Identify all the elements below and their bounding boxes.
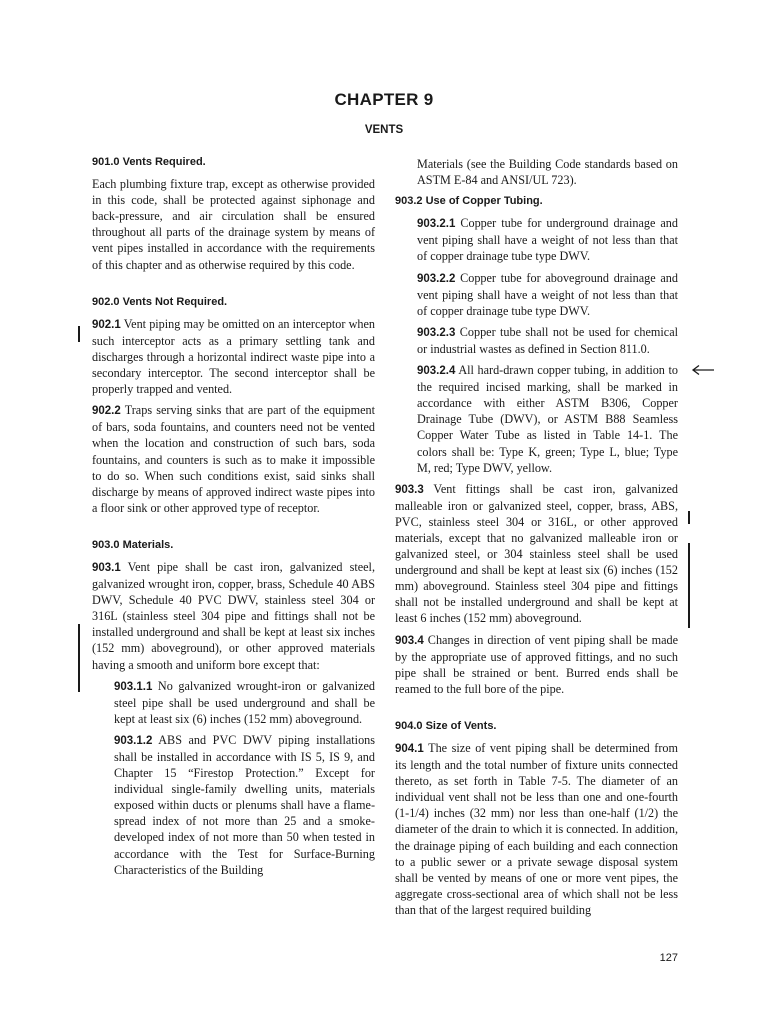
paragraph-text: Vent fittings shall be cast iron, galvanized malleable iron or galvanized steel, copper, brass, ABS, PVC, stainless steel 304 or 316L, or other approved materials, except that no galvanized malleable iron or galvanized steel, or 304 stainless steel shall be used underground and shall be kept at least six (6) inches (152 mm) aboveground. Stainless steel 304 pipe and fittings shall not be installed underground and shall be kept at least 6 inches (152 mm) aboveground.	[395, 481, 678, 626]
change-bar-903-3-b	[688, 543, 690, 628]
section-gap	[92, 521, 375, 537]
paragraph-902-1	[92, 316, 375, 397]
paragraph-text: Changes in direction of vent piping shall be made by the appropriate use of approved fittings, and no such pipe shall be strained or bent. Burred ends shall be reamed to the full bore of the pipe.	[395, 632, 678, 696]
section-number: 902.1	[92, 318, 121, 331]
paragraph-text: Vent pipe shall be cast iron, galvanized steel, galvanized wrought iron, copper, brass, Schedule 40 ABS DWV, Schedule 40 PVC DWV, stainless steel 304 or 316L (stainless steel 304 pipe and fittings shall not be installed underground and shall be kept at least six inches (152 mm) aboveground), or other approved materials having a smooth and uniform bore except that:	[92, 559, 375, 672]
paragraph-903-2-3	[417, 324, 678, 357]
paragraph-903-1	[92, 559, 375, 673]
paragraph-903-3	[395, 481, 678, 627]
section-gap	[92, 278, 375, 294]
left-column	[92, 154, 375, 883]
paragraph-continued: Materials (see the Building Code standards based on ASTM E-84 and ANSI/UL 723).	[417, 157, 678, 188]
revision-arrow-icon	[690, 364, 714, 376]
chapter-title: CHAPTER 9	[334, 90, 434, 109]
paragraph-903-1-2	[114, 732, 375, 878]
paragraph-text: ABS and PVC DWV piping installations shall be installed in accordance with IS 5, IS 9, and Chapter 15 “Firestop Protection.” Except for individual single-family dwelling units, materials exposed within ducts or plenums shall have a flame-spread index of not more than 25 and a smoke-developed index of not more than 50 when tested in accordance with the Test for Surface-Burning Characteristics of the Building	[114, 732, 375, 877]
paragraph-text: No galvanized wrought-iron or galvanized steel pipe shall be used underground and shall be kept at least six (6) inches (152 mm) aboveground.	[114, 678, 375, 726]
page-number: 127	[659, 952, 678, 964]
paragraph-902-2	[92, 402, 375, 516]
section-number: 903.1.1	[114, 680, 153, 693]
change-bar-903-1	[78, 624, 80, 692]
section-number: 902.2	[92, 405, 121, 418]
paragraph-text: Copper tube shall not be used for chemical or industrial wastes as defined in Section 811.0.	[417, 324, 678, 356]
paragraph-903-2-2	[417, 270, 678, 319]
paragraph-text: Copper tube for underground drainage and vent piping shall have a weight of not less than that of copper drainage tube type DWV.	[417, 216, 678, 264]
section-gap	[395, 702, 678, 718]
section-number: 903.2.4	[417, 365, 456, 378]
change-bar-902-1	[78, 326, 80, 342]
section-number: 903.2.3	[417, 326, 456, 339]
paragraph-text: The size of vent piping shall be determined from its length and the total number of fixture units connected thereto, as set forth in Table 7-5. The diameter of an individual vent shall not be less than one and one-fourth (1-1/4) inches (32 mm) nor less than one-half (1/2) the diameter of the drain to which it is connected. In addition, the drainage piping of each building and each connection to a public sewer or a private sewage disposal system shall be vented by means of one or more vent pipes, the aggregate cross-sectional area of which shall not be less than that of the largest required building	[395, 741, 678, 917]
section-number: 903.1.2	[114, 734, 153, 747]
paragraph-text: Traps serving sinks that are part of the equipment of bars, soda fountains, and counters need not be vented when the location and construction of such bars, soda fountains, and counters is such as to make it impossible to do so. When such conditions exist, said sinks shall discharge by means of approved indirect waste pipes into a floor sink or other approved type of receptor.	[92, 403, 375, 515]
section-number: 903.3	[395, 483, 424, 496]
paragraph-text: All hard-drawn copper tubing, in addition to the required incised marking, shall be marked in accordance with either ASTM B306, Copper Drainage Tube (DWV), or ASTM B88 Seamless Copper Water Tube as listed in Table 14-1. The colors shall be: Type K, green; Type L, blue; Type M, red; Type DWV, yellow.	[417, 363, 678, 475]
section-number: 903.1	[92, 561, 121, 574]
paragraph-text: Vent piping may be omitted on an interceptor when such interceptor acts as a primary settling tank and discharges through a horizontal indirect waste pipe into a secondary interceptor. The second interceptor shall be properly trapped and vented.	[92, 316, 375, 397]
chapter-subtitle: VENTS	[364, 124, 404, 136]
section-heading-904: 904.0 Size of Vents.	[395, 719, 497, 732]
change-bar-903-3	[688, 511, 690, 524]
paragraph-901: Each plumbing fixture trap, except as otherwise provided in this code, shall be protected against siphonage and back-pressure, and air circulation shall be ensured throughout all parts of the drainage system by means of vent pipes installed in accordance with the requirements of this chapter and as otherwise required by this code.	[92, 177, 375, 272]
paragraph-904-1	[395, 740, 678, 918]
right-column	[395, 156, 678, 923]
section-number: 904.1	[395, 743, 424, 755]
section-heading-901: 901.0 Vents Required.	[92, 156, 206, 168]
paragraph-903-1-1	[114, 678, 375, 727]
paragraph-903-2-4	[417, 362, 678, 476]
section-heading-902: 902.0 Vents Not Required.	[92, 295, 228, 308]
section-heading-903: 903.0 Materials.	[92, 538, 174, 551]
paragraph-903-4	[395, 632, 678, 697]
section-number: 903.2.1	[417, 218, 456, 231]
paragraph-text: Copper tube for aboveground drainage and vent piping shall have a weight of not less than that of copper drainage tube type DWV.	[417, 270, 678, 318]
section-number: 903.4	[395, 634, 424, 647]
section-number: 903.2.2	[417, 272, 456, 285]
paragraph-903-2-1	[417, 215, 678, 264]
section-heading-903-2: 903.2 Use of Copper Tubing.	[395, 195, 543, 208]
